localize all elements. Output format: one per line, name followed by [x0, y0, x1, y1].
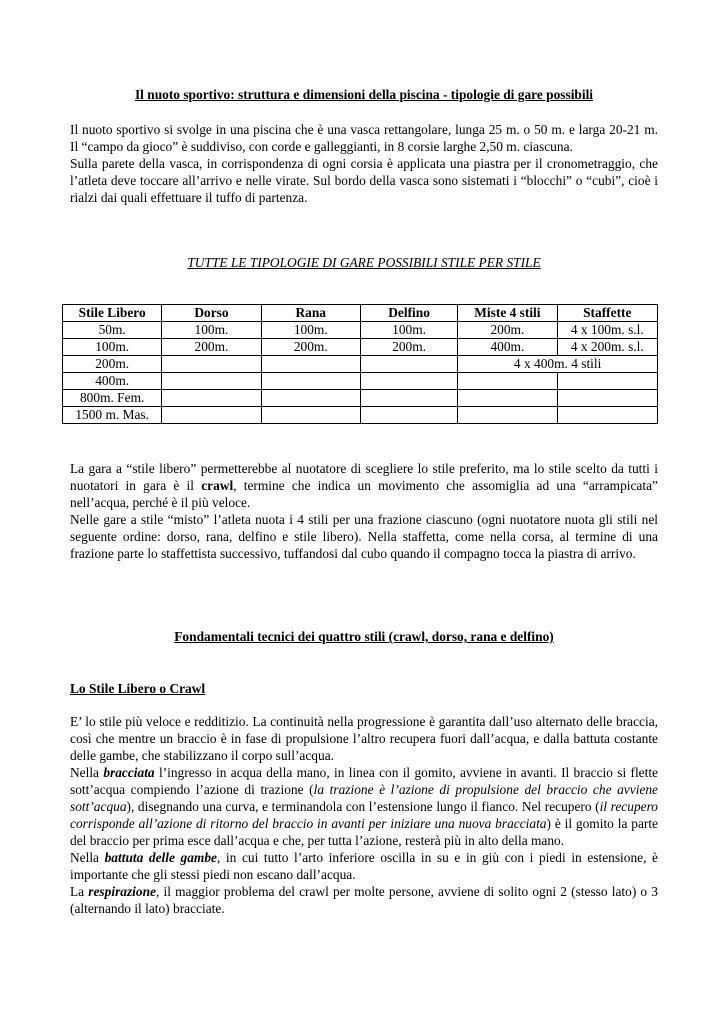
document-title: Il nuoto sportivo: struttura e dimensioni della piscina - tipologie di gare possibili	[134, 87, 594, 102]
table-row	[63, 390, 658, 407]
crawl-paragraph-1: E’ lo stile più veloce e redditizio. La continuità nella progressione è garantita dall’uso alternato delle braccia, così che mentre un braccio è in fase di propulsione l’altro recupera fuori dall’acqua, e dalla battuta costante delle gambe, che stabilizzano il corpo sull’acqua.	[70, 714, 658, 763]
races-table	[62, 304, 658, 424]
table-header-row	[63, 305, 658, 322]
table-cell: 200m.	[360, 339, 457, 356]
table-cell: 200m.	[63, 356, 162, 373]
header-miste: Miste 4 stili	[458, 305, 557, 322]
table-cell: 100m.	[360, 322, 457, 339]
header-staffette: Staffette	[557, 305, 657, 322]
table-cell: 200m.	[162, 339, 261, 356]
table-cell	[557, 407, 657, 424]
table-cell: 1500 m. Mas.	[63, 407, 162, 424]
table-cell	[360, 407, 457, 424]
table-cell	[162, 407, 261, 424]
table-cell	[261, 390, 360, 407]
table-cell: 100m.	[261, 322, 360, 339]
table-cell	[458, 390, 557, 407]
intro-paragraph-2: Sulla parete della vasca, in corrispondenza di ogni corsia è applicata una piastra per il cronometraggio, che l’atleta deve toccare all’arrivo e nelle virate. Sul bordo della vasca sono sistemati i “blocchi” o “cubi”, cioè i rialzi dai quali effettuare il tuffo di partenza.	[70, 156, 658, 205]
crawl-section	[70, 713, 658, 917]
table-cell	[162, 356, 261, 373]
crawl-paragraph-gambe: Nella battuta delle gambe, in cui tutto l’arto inferiore oscilla in su e in giù con i piedi in estensione, è importante che gli stessi piedi non escano dall’acqua.	[70, 850, 658, 882]
table-cell: 200m.	[458, 322, 557, 339]
table-cell: 800m. Fem.	[63, 390, 162, 407]
table-row	[63, 322, 658, 339]
header-delfino: Delfino	[360, 305, 457, 322]
table-cell	[261, 373, 360, 390]
respirazione-term: respirazione	[88, 884, 156, 899]
table-cell	[360, 356, 457, 373]
crawl-term: crawl	[201, 478, 234, 493]
table-cell: 400m.	[63, 373, 162, 390]
intro-section	[70, 121, 658, 206]
table-row	[63, 356, 658, 373]
table-cell	[162, 390, 261, 407]
gare-paragraph-1: La gara a “stile libero” permetterebbe al nuotatore di scegliere lo stile preferito, ma lo stile scelto da tutti i nuotatori in gara è il crawl, termine che indica un movimento che assomiglia ad una “arrampicata” nell’acqua, perché è il più veloce.	[70, 461, 658, 510]
table-row	[63, 339, 658, 356]
header-dorso: Dorso	[162, 305, 261, 322]
bracciata-term: bracciata	[103, 765, 155, 780]
crawl-paragraph-respirazione: La respirazione, il maggior problema del crawl per molte persone, avviene di solito ogni 2 (stesso lato) o 3 (alternando il lato) bracciate.	[70, 884, 658, 916]
table-cell	[261, 356, 360, 373]
table-cell: 200m.	[261, 339, 360, 356]
table-row	[63, 373, 658, 390]
crawl-section-title: Lo Stile Libero o Crawl	[70, 681, 206, 696]
table-cell	[261, 407, 360, 424]
table-cell: 100m.	[162, 322, 261, 339]
table-cell	[557, 390, 657, 407]
table-cell: 4 x 100m. s.l.	[557, 322, 657, 339]
races-subtitle: TUTTE LE TIPOLOGIE DI GARE POSSIBILI STILE PER STILE	[187, 255, 541, 270]
table-cell	[360, 373, 457, 390]
header-rana: Rana	[261, 305, 360, 322]
fondamentali-title: Fondamentali tecnici dei quattro stili (crawl, dorso, rana e delfino)	[174, 629, 554, 644]
table-cell: 4 x 200m. s.l.	[557, 339, 657, 356]
table-cell: 400m.	[458, 339, 557, 356]
table-cell: 50m.	[63, 322, 162, 339]
table-cell	[458, 407, 557, 424]
table-cell-merged: 4 x 400m. 4 stili	[458, 356, 658, 373]
table-cell: 100m.	[63, 339, 162, 356]
gare-paragraph-2: Nelle gare a stile “misto” l’atleta nuota i 4 stili per una frazione ciascuno (ogni nuotatore nuota gli stili nel seguente ordine: dorso, rana, delfino e stile libero). Nella staffetta, come nella corsa, al termine di una frazione parte lo staffettista successivo, tuffandosi dal cubo quando il compagno tocca la piastra di arrivo.	[70, 512, 658, 561]
crawl-paragraph-bracciata: Nella bracciata l’ingresso in acqua della mano, in linea con il gomito, avviene in avanti. Il braccio si flette sott’acqua compiendo l’azione di trazione (la trazione è l’azione di propulsione del braccio che avviene sott’acqua), disegnando una curva, e terminandola con l’estensione lungo il fianco. Nel recupero (il recupero corrisponde all’azione di ritorno del braccio in avanti per iniziare una nuova bracciata) è il gomito la parte del braccio per prima esce dall’acqua e che, per tutta l’azione, resterà più in alto della mano.	[70, 765, 659, 848]
table-cell	[360, 390, 457, 407]
intro-paragraph-1: Il nuoto sportivo si svolge in una piscina che è una vasca rettangolare, lunga 25 m. o 50 m. e larga 20-21 m. Il “campo da gioco” è suddiviso, con corde e galleggianti, in 8 corsie larghe 2,50 m. ciascuna.	[70, 122, 658, 154]
gare-section	[70, 460, 658, 562]
header-stile-libero: Stile Libero	[63, 305, 162, 322]
table-cell	[458, 373, 557, 390]
battuta-term: battuta delle gambe	[104, 850, 217, 865]
table-cell	[557, 373, 657, 390]
table-cell	[162, 373, 261, 390]
table-row	[63, 407, 658, 424]
